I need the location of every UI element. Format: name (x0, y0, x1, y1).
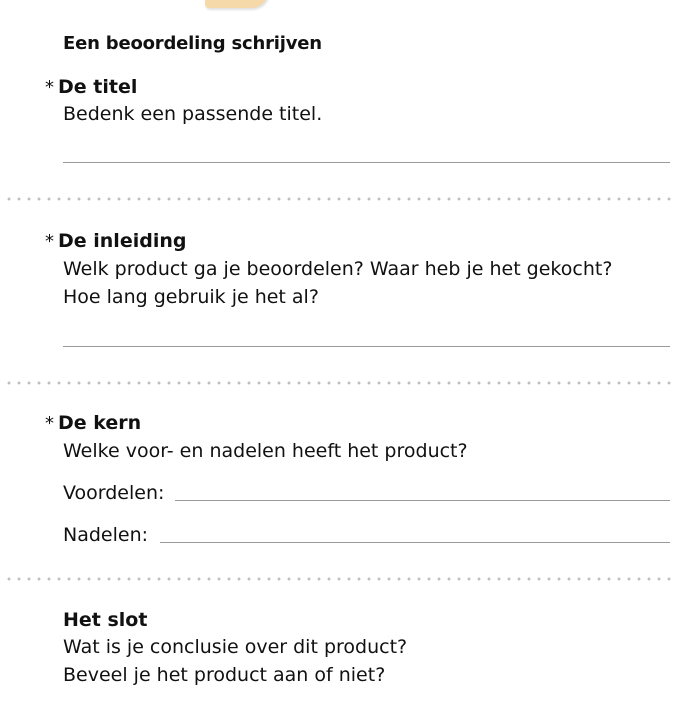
section-title-text: De kern (58, 412, 142, 434)
required-marker: * (45, 413, 54, 434)
voordelen-label: Voordelen: (63, 482, 165, 504)
dotted-divider (4, 197, 675, 201)
nadelen-label: Nadelen: (63, 524, 149, 546)
section-title-text: De inleiding (58, 230, 187, 252)
nadelen-answer-line[interactable] (160, 542, 670, 543)
dotted-divider (4, 381, 675, 385)
dotted-divider (4, 577, 675, 581)
instruction-text: Beveel je het product aan of niet? (63, 664, 386, 686)
instruction-text: Hoe lang gebruik je het al? (63, 286, 319, 308)
instruction-text: Welk product ga je beoordelen? Waar heb je het gekocht? (63, 258, 613, 280)
section-title-text: Het slot (63, 609, 148, 631)
decorative-tab (205, 0, 269, 8)
required-marker: * (45, 231, 54, 252)
page-title: Een beoordeling schrijven (63, 33, 322, 54)
answer-line-titel[interactable] (63, 162, 670, 163)
required-marker: * (45, 77, 54, 98)
section-title (63, 609, 147, 631)
instruction-text: Wat is je conclusie over dit product? (63, 636, 408, 658)
answer-line-inleiding[interactable] (63, 346, 670, 347)
voordelen-answer-line[interactable] (175, 500, 670, 501)
section-title (45, 230, 186, 252)
section-title (45, 76, 137, 98)
instruction-text: Bedenk een passende titel. (63, 103, 323, 125)
instruction-text: Welke voor- en nadelen heeft het product? (63, 440, 468, 462)
section-title-text: De titel (58, 76, 138, 98)
section-title (45, 412, 141, 434)
